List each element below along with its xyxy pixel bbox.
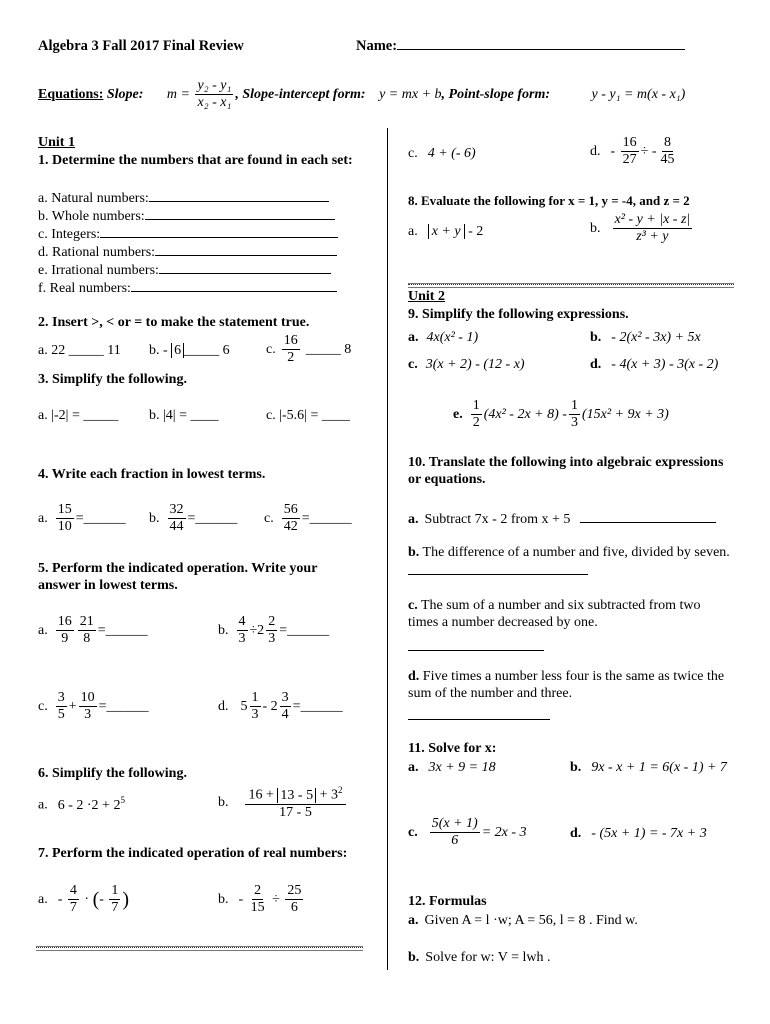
slope-fraction: $\frac{\text{y₂ - y₁}}{\text{x₂ - x₁}}$ (197, 78, 232, 111)
q7c: c. 4 + (- 6) (408, 146, 476, 161)
q5a: a. $\frac{16}{9}$ $\frac{21}{8}$ =______ (38, 614, 148, 647)
slope-label: Slope: (106, 86, 144, 102)
q1e: e. Irrational numbers: (38, 261, 331, 280)
q11b: b. 9x - x + 1 = 6(x - 1) + 7 (570, 760, 727, 775)
name-label: Name: (356, 38, 685, 55)
q12b: b. Solve for w: V = lwh . (408, 950, 551, 965)
q10a: a. Subtract 7x - 2 from x + 5 (408, 510, 716, 529)
q11-title: 11. Solve for x: (408, 741, 497, 756)
q4b: b. $\frac{32}{44}$ =______ (149, 502, 238, 535)
equations-label: Equations: (38, 86, 104, 102)
q1b-answer[interactable] (145, 207, 335, 220)
q7b: b. - $\frac{2}{15}$ ÷ $\frac{25}{6}$ (218, 883, 302, 916)
q10b: b. The difference of a number and five, divided by seven. (408, 545, 730, 581)
q1a: a. Natural numbers: (38, 189, 329, 208)
q9b: b. - 2(x² - 3x) + 5x (590, 330, 701, 345)
q9-title: 9. Simplify the following expressions. (408, 307, 629, 322)
q1d-answer[interactable] (155, 243, 337, 256)
q4-title: 4. Write each fraction in lowest terms. (38, 467, 266, 482)
q3c: c. |-5.6| = ____ (266, 408, 350, 423)
q2a: a. 22 _____ 11 (38, 343, 121, 358)
q7-title: 7. Perform the indicated operation of real numbers: (38, 846, 348, 861)
q10-title: 10. Translate the following into algebraic expressions or equations. (408, 455, 724, 487)
q1e-answer[interactable] (159, 261, 331, 274)
slope-intercept-eq: y = mx + b (379, 86, 442, 102)
q12-title: 12. Formulas (408, 894, 487, 909)
q8b: b. $\frac{\text{x² - y + |x - z|}}{\text{z³ + y}}$ (590, 212, 691, 245)
right-unit-rule (408, 283, 734, 288)
q2-title: 2. Insert >, < or = to make the statement true. (38, 315, 310, 330)
q9e: e. $\frac{1}{2}$ (4x² - 2x + 8) - $\frac{1}{3}$ (15x² + 9x + 3) (453, 398, 669, 431)
q10b-answer[interactable] (408, 562, 588, 575)
q8-title: 8. Evaluate the following for x = 1, y = -4, and z = 2 (408, 193, 690, 208)
q9a: a. 4x(x² - 1) (408, 330, 479, 345)
unit2-heading: Unit 2 (408, 289, 445, 304)
q1b: b. Whole numbers: (38, 207, 335, 226)
q12a: a. Given A = l ·w; A = 56, l = 8 . Find w. (408, 913, 638, 928)
q1-title: 1. Determine the numbers that are found in each set: (38, 153, 353, 168)
q10d: d. Five times a number less four is the same as twice the sum of the number and three. (408, 669, 725, 701)
page-title: Algebra 3 Fall 2017 Final Review (38, 38, 244, 54)
point-slope-label: , Point-slope form: (441, 86, 551, 102)
q9c: c. 3(x + 2) - (12 - x) (408, 357, 525, 372)
equations-line (38, 78, 685, 111)
q6-title: 6. Simplify the following. (38, 766, 187, 781)
slope-intercept-label: , Slope-intercept form: (235, 86, 366, 102)
q1a-answer[interactable] (149, 189, 329, 202)
q5c: c. $\frac{3}{5}$ + $\frac{10}{3}$ =______ (38, 690, 149, 723)
q10a-answer[interactable] (580, 510, 716, 523)
q11d: d. - (5x + 1) = - 7x + 3 (570, 826, 707, 841)
column-divider (387, 128, 388, 970)
slope-m: m = (166, 86, 190, 102)
q3-title: 3. Simplify the following. (38, 372, 187, 387)
q11a: a. 3x + 9 = 18 (408, 760, 496, 775)
name-field[interactable] (397, 49, 685, 50)
unit1-heading: Unit 1 (38, 135, 75, 150)
q5-title: 5. Perform the indicated operation. Write your answer in lowest terms. (38, 561, 318, 593)
q5d: d. 5 $\frac{1}{3}$ - 2 $\frac{3}{4}$ =______ (218, 690, 343, 723)
q10d-answer[interactable] (408, 707, 550, 726)
q9d: d. - 4(x + 3) - 3(x - 2) (590, 357, 719, 372)
q8a: a. x + y - 2 (408, 224, 484, 239)
q2c: c. $\frac{16}{2}$ _____ 8 (266, 333, 352, 366)
q7d: d. - $\frac{16}{27}$ ÷ - $\frac{8}{45}$ (590, 135, 675, 168)
q4c: c. $\frac{56}{42}$ =______ (264, 502, 352, 535)
q1c-answer[interactable] (100, 225, 338, 238)
q1f-answer[interactable] (131, 279, 337, 292)
left-bottom-rule (36, 946, 363, 951)
point-slope-eq: y - y₁ = m(x - x₁) (591, 86, 686, 102)
q3b: b. |4| = ____ (149, 408, 219, 423)
q5b: b. $\frac{4}{3}$ ÷2 $\frac{2}{3}$ =______ (218, 614, 330, 647)
q1f: f. Real numbers: (38, 279, 337, 298)
q11c: c. $\frac{5(x + 1)}{6}$ = 2x - 3 (408, 816, 527, 849)
q1d: d. Rational numbers: (38, 243, 337, 262)
q10c-answer[interactable] (408, 638, 544, 657)
q3a: a. |-2| = _____ (38, 408, 119, 423)
q6b: b. $\frac{16 + 13 - 5 + 3^2}{17 - 5}$ (218, 785, 348, 821)
q10c: c. The sum of a number and six subtracted from two times a number decreased by one. (408, 598, 701, 630)
q1c: c. Integers: (38, 225, 338, 244)
q4a: a. $\frac{15}{10}$ =______ (38, 502, 126, 535)
q7a: a. - $\frac{4}{7}$ · (- $\frac{1}{7}$ ) (38, 883, 130, 916)
q2b: b. - 6 _____ 6 (149, 343, 230, 358)
q6a: a. $6 - 2 \cdot 2 + 2^5$ (38, 795, 125, 813)
